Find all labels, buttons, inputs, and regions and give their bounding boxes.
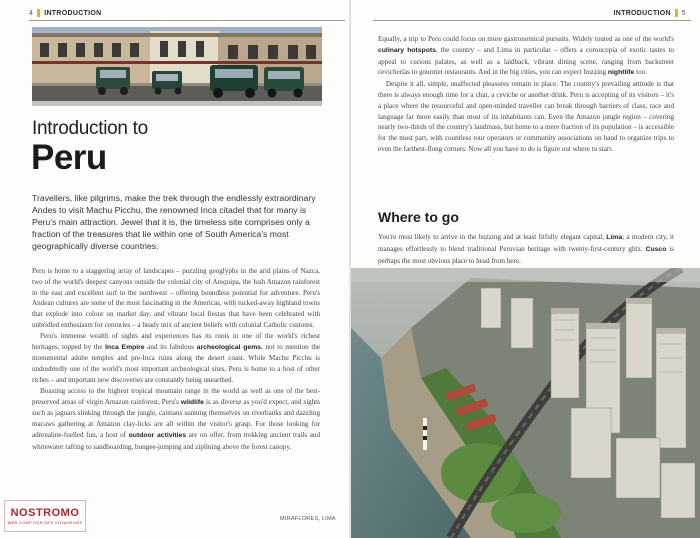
text-run: Peru's immense wealth of sights and experiences has its roots in one of the world's richest heritages, topped by the (32, 331, 320, 351)
left-paragraph-3 (32, 386, 320, 453)
text-run: , the country – and Lima in particular – offers a cornucopia of exotic tastes to appeal to curious palates, as well as a laidback, vibrant dining scene, ranging from backstreet cevicherías to gourmet restaurants. And in the big cities, you can expect buzzing (378, 45, 674, 77)
text-run: and its fabulous (144, 342, 197, 351)
right-paragraph-1 (378, 34, 674, 79)
text-run: Boasting access to the highest tropical mountain range in the world as well as one of the best-preserved areas of virgin Amazon rainforest, Peru's (32, 386, 320, 406)
text-run: is perhaps the most obvious place to head from here. (378, 244, 674, 265)
right-body-text (378, 34, 674, 155)
head-accent-bar (675, 9, 678, 17)
where-to-go-text (378, 232, 674, 266)
page-number-left: 4 (29, 9, 34, 17)
highlight-wildlife: wildlife (180, 398, 204, 406)
intro-heading-small: Introduction to (32, 118, 148, 139)
head-rule-left (29, 20, 345, 21)
text-run: You're most likely to arrive in the buzzing and at least fitfully elegant capital, (378, 233, 607, 241)
left-paragraph-1: Peru is home to a staggering array of landscapes – puzzling geoglyphs in the arid plains of Nazca, two of the world's deepest canyons outside the colonial city of Arequipa, the lush Amazon rainforest in the east and excellent surf in the northwest – offering boundless potential for adventure. Peru's Andean cultures are some of the most fascinating in the Americas, with tucked-away highland towns that explode into colour on market day, and vibrant local fiestas that have been celebrated with unbridled enthusiasm for centuries – a heady mix of ancient beliefs with colonial Catholic customs. (32, 267, 320, 329)
watermark-name: NOSTROMO (10, 507, 80, 519)
right-paragraph-2: Despite it all, simple, unaffected pleasures remain in place. The country's prevailing attitude is that there is always enough time for a chat, a ceviche or another drink. Peru is accepting of its visitors – it's a place where the resourceful and open-minded traveller can break through barriers of class, race and language far more easily than most of its inhabitants can. Even the Amazon jungle region – covering nearly two-thirds of the country's landmass, but home to a mere fraction of its population – is accessible for the most part, with countless tour operators or community associations on hand to organize trips to even the farthest-flung corners. Now all you have to do is figure out where to start. (378, 80, 674, 153)
left-body-text (32, 266, 320, 453)
text-run: is as diverse as you'd expect, and sights such as jaguars slinking through the jungle, caimans sunning themselves on riverbanks and dazzling macaws gathering at Amazon clay-licks are all within the visitor's grasp. For those looking for adrenaline-fuelled fun, a host of (32, 397, 320, 439)
text-run: Equally, a trip to Peru could focus on more gastronomical pursuits. Widely touted as one of the world's (378, 35, 674, 43)
running-head-label: INTRODUCTION (613, 9, 671, 17)
intro-heading-peru: Peru (31, 138, 107, 177)
lead-paragraph: Travellers, like pilgrims, make the trek through the endlessly extraordinary Andes to visit Machu Picchu, the renowned Inca citadel that for many is Peru's main attraction. Jewel that it is, the timeless site comprises only a fraction of the treasures that lie within one of South America's most geographically diverse countries. (32, 193, 316, 252)
street-scene-photo (32, 27, 322, 106)
running-head-right (614, 9, 686, 17)
highlight-culinary-hotspots: culinary hotspots (378, 46, 436, 54)
left-paragraph-2 (32, 331, 320, 386)
head-rule-right (373, 20, 691, 21)
text-run: , not to mention the monumental adobe temples and pre-Inca ruins along the desert coast. While Machu Picchu is undoubtedly one of the world's most important archeological sites, Peru is home to a host of other riches – and important new discoveries are constantly being unearthed. (32, 342, 321, 384)
street-scene-illustration (32, 27, 322, 106)
watermark-stamp (4, 500, 86, 532)
text-run: are on offer, from trekking ancient trails and whitewater rafting to sandboarding, bungee-jumping and ziplining above the forest canopy. (32, 430, 321, 451)
highlight-cusco: Cusco (645, 245, 667, 253)
right-page (351, 0, 700, 538)
running-head-left (29, 9, 101, 17)
aerial-city-illustration (351, 268, 700, 538)
running-head-label: INTRODUCTION (44, 9, 102, 17)
where-paragraph (378, 232, 674, 266)
highlight-inca-empire: Inca Empire (105, 343, 145, 351)
highlight-lima: Lima (606, 234, 623, 241)
head-accent-bar (37, 9, 40, 17)
page-number-right: 5 (681, 9, 686, 17)
highlight-archeological-gems: archeological gems (196, 343, 262, 351)
highlight-outdoor-activities: outdoor activities (128, 431, 187, 439)
left-page (0, 0, 349, 538)
photo-caption: MIRAFLORES, LIMA (280, 516, 336, 522)
watermark-subtitle: WEB COMPTOIR DES VOYAGEURS (7, 520, 83, 525)
text-run: too. (634, 68, 647, 77)
miraflores-aerial-photo (351, 268, 700, 538)
text-run: ; a modern city, it manages effortlessly to blend traditional Peruvian heritage with twenty-first-century glitz. (378, 233, 674, 253)
where-to-go-heading: Where to go (378, 209, 459, 225)
highlight-nightlife: nightlife (607, 69, 635, 77)
